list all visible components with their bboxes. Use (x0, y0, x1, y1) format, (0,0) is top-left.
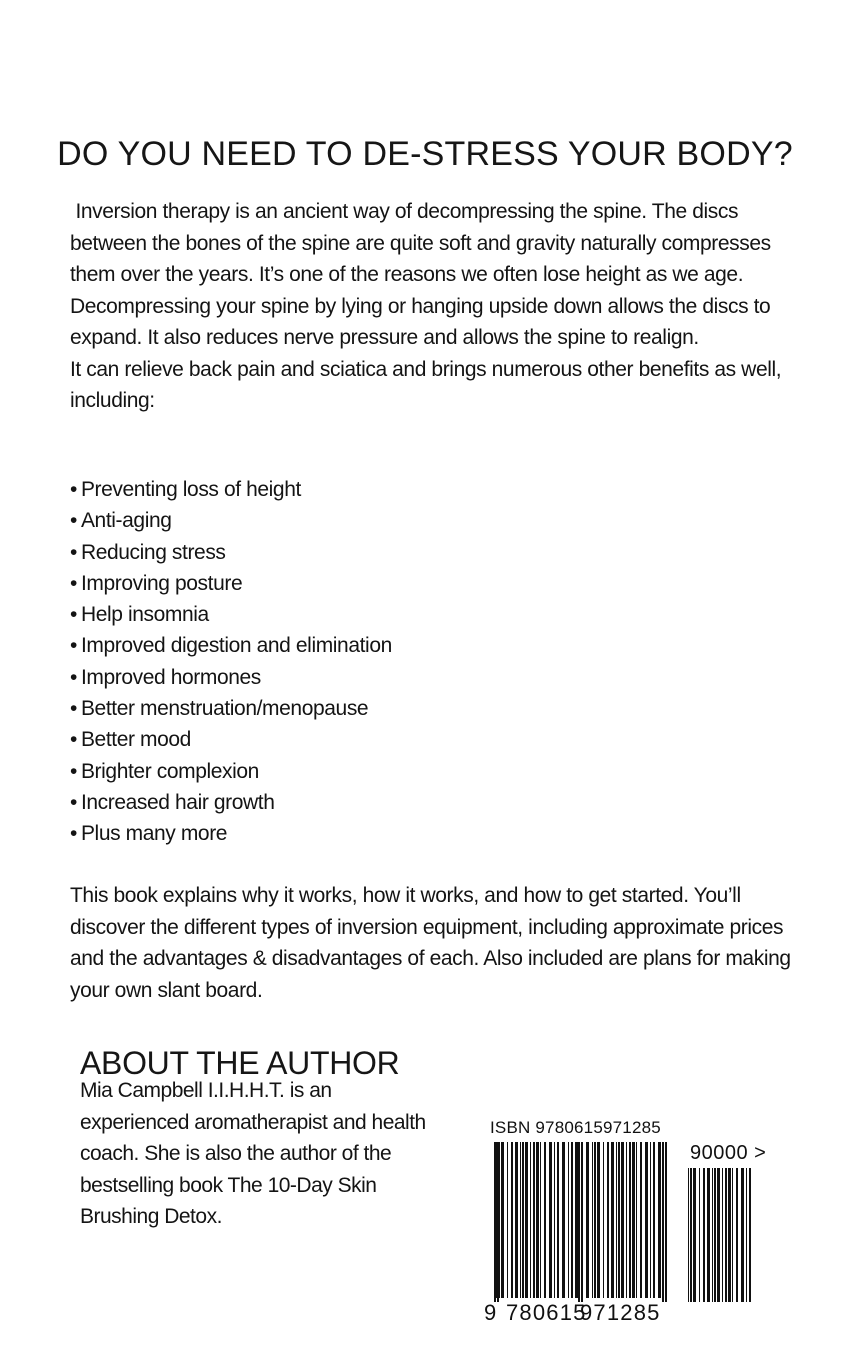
barcode-guard-bar (665, 1142, 667, 1302)
barcode-bar (688, 1168, 689, 1302)
list-item (70, 568, 670, 599)
barcode-digit-first: 9 (484, 1300, 498, 1325)
barcode-bar (616, 1142, 617, 1298)
headline: DO YOU NEED TO DE-STRESS YOUR BODY? (57, 134, 793, 173)
bullet-icon: • (70, 665, 77, 689)
barcode-bar (571, 1142, 573, 1298)
benefit-text: Reducing stress (80, 540, 226, 564)
list-item (70, 756, 670, 787)
barcode-bar (703, 1168, 705, 1302)
barcode-bar (732, 1168, 733, 1302)
bullet-icon: • (70, 634, 77, 658)
barcode-bar (536, 1142, 539, 1298)
barcode-bar (650, 1142, 651, 1298)
barcode-bar (520, 1142, 521, 1298)
barcode-bar (607, 1142, 609, 1298)
barcode-bar (645, 1142, 648, 1298)
list-item (70, 693, 670, 724)
barcode-bar (568, 1142, 569, 1298)
list-item (70, 724, 670, 755)
benefit-text: Better menstruation/menopause (80, 697, 369, 721)
barcode-bar (540, 1142, 541, 1298)
barcode-guard-bar (497, 1142, 499, 1302)
benefit-text: Increased hair growth (80, 790, 275, 814)
list-item (70, 787, 670, 818)
barcode-bar (554, 1142, 555, 1298)
barcode-bar (658, 1142, 661, 1298)
bullet-icon: • (70, 728, 77, 752)
bullet-icon: • (70, 697, 77, 721)
bullet-icon: • (70, 822, 77, 846)
barcode-bar (496, 1142, 497, 1298)
barcode-bar (586, 1142, 589, 1298)
about-author-heading: ABOUT THE AUTHOR (80, 1044, 400, 1081)
barcode-guard-bar (494, 1142, 496, 1302)
intro-paragraph: Inversion therapy is an ancient way of decompressing the spine. The discs between the bones of the spine are quite soft and gravity naturally compresses them over the years. It’s one of the reasons we often lose height as we age. Decompressing your spine by lying or hanging upside down allows the discs to expand. It also reduces nerve pressure and allows the spine to realign. (70, 200, 777, 349)
barcode-bar (575, 1142, 578, 1298)
barcode-bar (501, 1142, 504, 1298)
barcode-digits-right: 971285 (580, 1300, 661, 1325)
barcode-bar (653, 1142, 655, 1298)
author-bio: Mia Campbell I.I.H.H.T. is an experienced aromatherapist and health coach. She is also the author of the bestselling book The 10-Day Skin Brushing Detox. (80, 1079, 426, 1228)
barcode-bar (690, 1168, 692, 1302)
list-item (70, 662, 670, 693)
benefit-text: Preventing loss of height (80, 478, 301, 501)
list-item (70, 630, 670, 661)
barcode-bar (597, 1142, 600, 1298)
price-code: 90000 > (690, 1142, 767, 1164)
bullet-icon: • (70, 571, 77, 595)
barcode-bar (621, 1142, 624, 1298)
barcode-bar (533, 1142, 535, 1298)
bullet-icon: • (70, 603, 77, 627)
barcode-bar (594, 1142, 596, 1298)
barcode-bar (714, 1168, 716, 1302)
list-item (70, 505, 670, 536)
barcode-bar (525, 1142, 528, 1298)
barcode-bar (522, 1142, 524, 1298)
benefit-text: Improved digestion and elimination (80, 634, 392, 658)
barcode-bar (557, 1142, 559, 1298)
barcode-bar (722, 1168, 723, 1302)
barcode-bar (736, 1168, 738, 1302)
barcode-bar (603, 1142, 604, 1298)
benefits-intro: It can relieve back pain and sciatica and brings numerous other benefits as well, including: (70, 357, 782, 412)
barcode-bar (549, 1142, 552, 1298)
barcode-bar (746, 1168, 747, 1302)
isbn-barcode (484, 1118, 784, 1328)
barcode-bar (712, 1168, 713, 1302)
barcode-guard-bar (581, 1142, 583, 1302)
benefit-text: Brighter complexion (80, 759, 259, 783)
barcode-bar (699, 1168, 700, 1302)
barcode-bar (611, 1142, 614, 1298)
benefit-text: Help insomnia (80, 603, 209, 627)
benefit-text: Plus many more (80, 822, 228, 846)
isbn-label: ISBN 9780615971285 (490, 1118, 661, 1137)
list-item (70, 537, 670, 568)
barcode-bar (693, 1168, 696, 1302)
barcode-bar (544, 1142, 546, 1298)
barcode-bar (626, 1142, 627, 1298)
benefit-text: Anti-aging (80, 509, 172, 533)
barcode-bar (562, 1142, 565, 1298)
barcode-bar (640, 1142, 642, 1298)
list-item (70, 818, 670, 849)
bullet-icon: • (70, 759, 77, 783)
barcode-bar (530, 1142, 531, 1298)
list-item (70, 599, 670, 630)
barcode-bar (741, 1168, 744, 1302)
barcode-bar (632, 1142, 635, 1298)
barcode-bar (707, 1168, 710, 1302)
barcode-bar (717, 1168, 720, 1302)
barcode-bar (629, 1142, 631, 1298)
barcode-bar (511, 1142, 513, 1298)
barcode-digits-left: 780615 (506, 1300, 587, 1325)
barcode-bar (728, 1168, 731, 1302)
benefits-list (70, 474, 670, 850)
intro-section (70, 196, 805, 417)
barcode-bars (484, 1142, 784, 1302)
benefit-text: Improved hormones (80, 665, 261, 689)
bullet-icon: • (70, 509, 77, 533)
benefit-text: Improving posture (80, 571, 243, 595)
book-summary: This book explains why it works, how it works, and how to get started. You’ll discover the different types of inversion equipment, including approximate prices and the advantages & disadvantages of each. Also included are plans for making your own slant board. (70, 884, 791, 1002)
barcode-bar (515, 1142, 518, 1298)
barcode-bar (592, 1142, 593, 1298)
benefit-text: Better mood (80, 728, 191, 752)
barcode-bar (507, 1142, 508, 1298)
bullet-icon: • (70, 478, 77, 501)
barcode-guard-bar (662, 1142, 664, 1302)
barcode-bar (749, 1168, 751, 1302)
barcode-bar (618, 1142, 620, 1298)
barcode-bar (636, 1142, 637, 1298)
list-item (70, 474, 670, 505)
barcode-guard-bar (578, 1142, 580, 1302)
bullet-icon: • (70, 790, 77, 814)
barcode-bar (725, 1168, 727, 1302)
bullet-icon: • (70, 540, 77, 564)
